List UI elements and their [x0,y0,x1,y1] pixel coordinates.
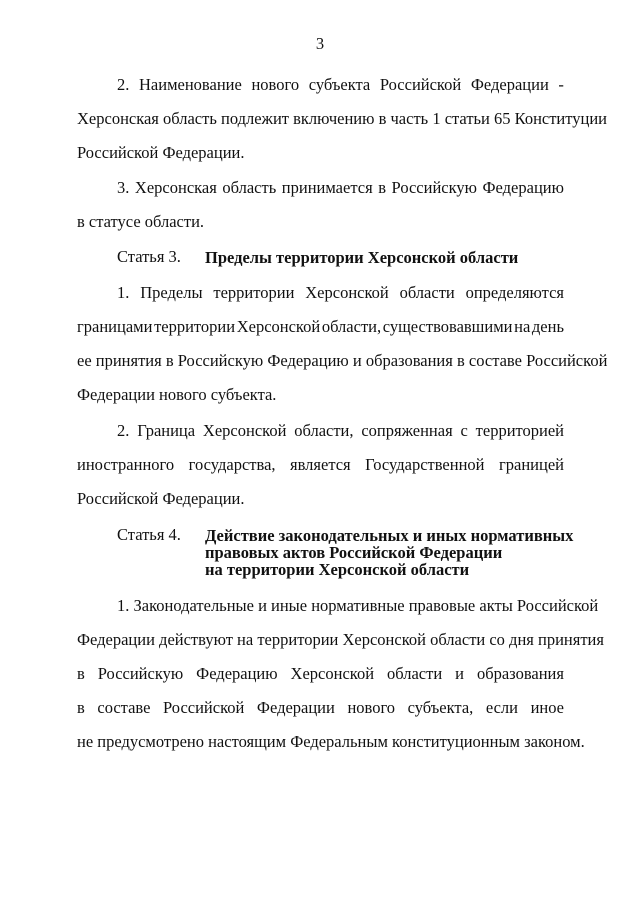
article4-title-line2: правовых актов Российской Федерации [205,543,503,562]
article3-p1-line4: Федерации нового субъекта. [77,385,277,404]
article4-p1-line1: 1. Законодательные и иные нормативные правовые акты Российской [117,596,599,615]
article4-p1-line5: не предусмотрено настоящим Федеральным конституционным законом. [77,732,585,751]
article3-p2-line3: Российской Федерации. [77,489,245,508]
article3-p2-line2: иностранного государства, является Государственной границей [77,455,564,474]
item2-line3: Российской Федерации. [77,143,245,162]
item2-line1: 2. Наименование нового субъекта Российской Федерации - [117,75,564,94]
article4-p1-line4: в составе Российской Федерации нового субъекта, если иное [77,698,564,717]
article3-title: Пределы территории Херсонской области [205,248,519,267]
article3-p1-line2: границами территории Херсонской области, существовавшими на день [77,317,564,336]
article4-title-line1: Действие законодательных и иных нормативных [205,526,574,545]
article4-number: Статья 4. [117,525,181,544]
article3-p1-line1: 1. Пределы территории Херсонской области определяются [117,283,564,302]
article4-p1-line3: в Российскую Федерацию Херсонской области и образования [77,664,564,683]
page-number: 3 [315,34,325,53]
item3-line1: 3. Херсонская область принимается в Российскую Федерацию [117,178,564,197]
item2-line2: Херсонская область подлежит включению в часть 1 статьи 65 Конституции [77,109,607,128]
article4-title-line3: на территории Херсонской области [205,560,470,579]
article3-p2-line1: 2. Граница Херсонской области, сопряженная с территорией [117,421,564,440]
article3-p1-line3: ее принятия в Российскую Федерацию и образования в составе Российской [77,351,608,370]
article3-number: Статья 3. [117,247,181,266]
article4-p1-line2: Федерации действуют на территории Херсонской области со дня принятия [77,630,604,649]
item3-line2: в статусе области. [77,212,205,231]
